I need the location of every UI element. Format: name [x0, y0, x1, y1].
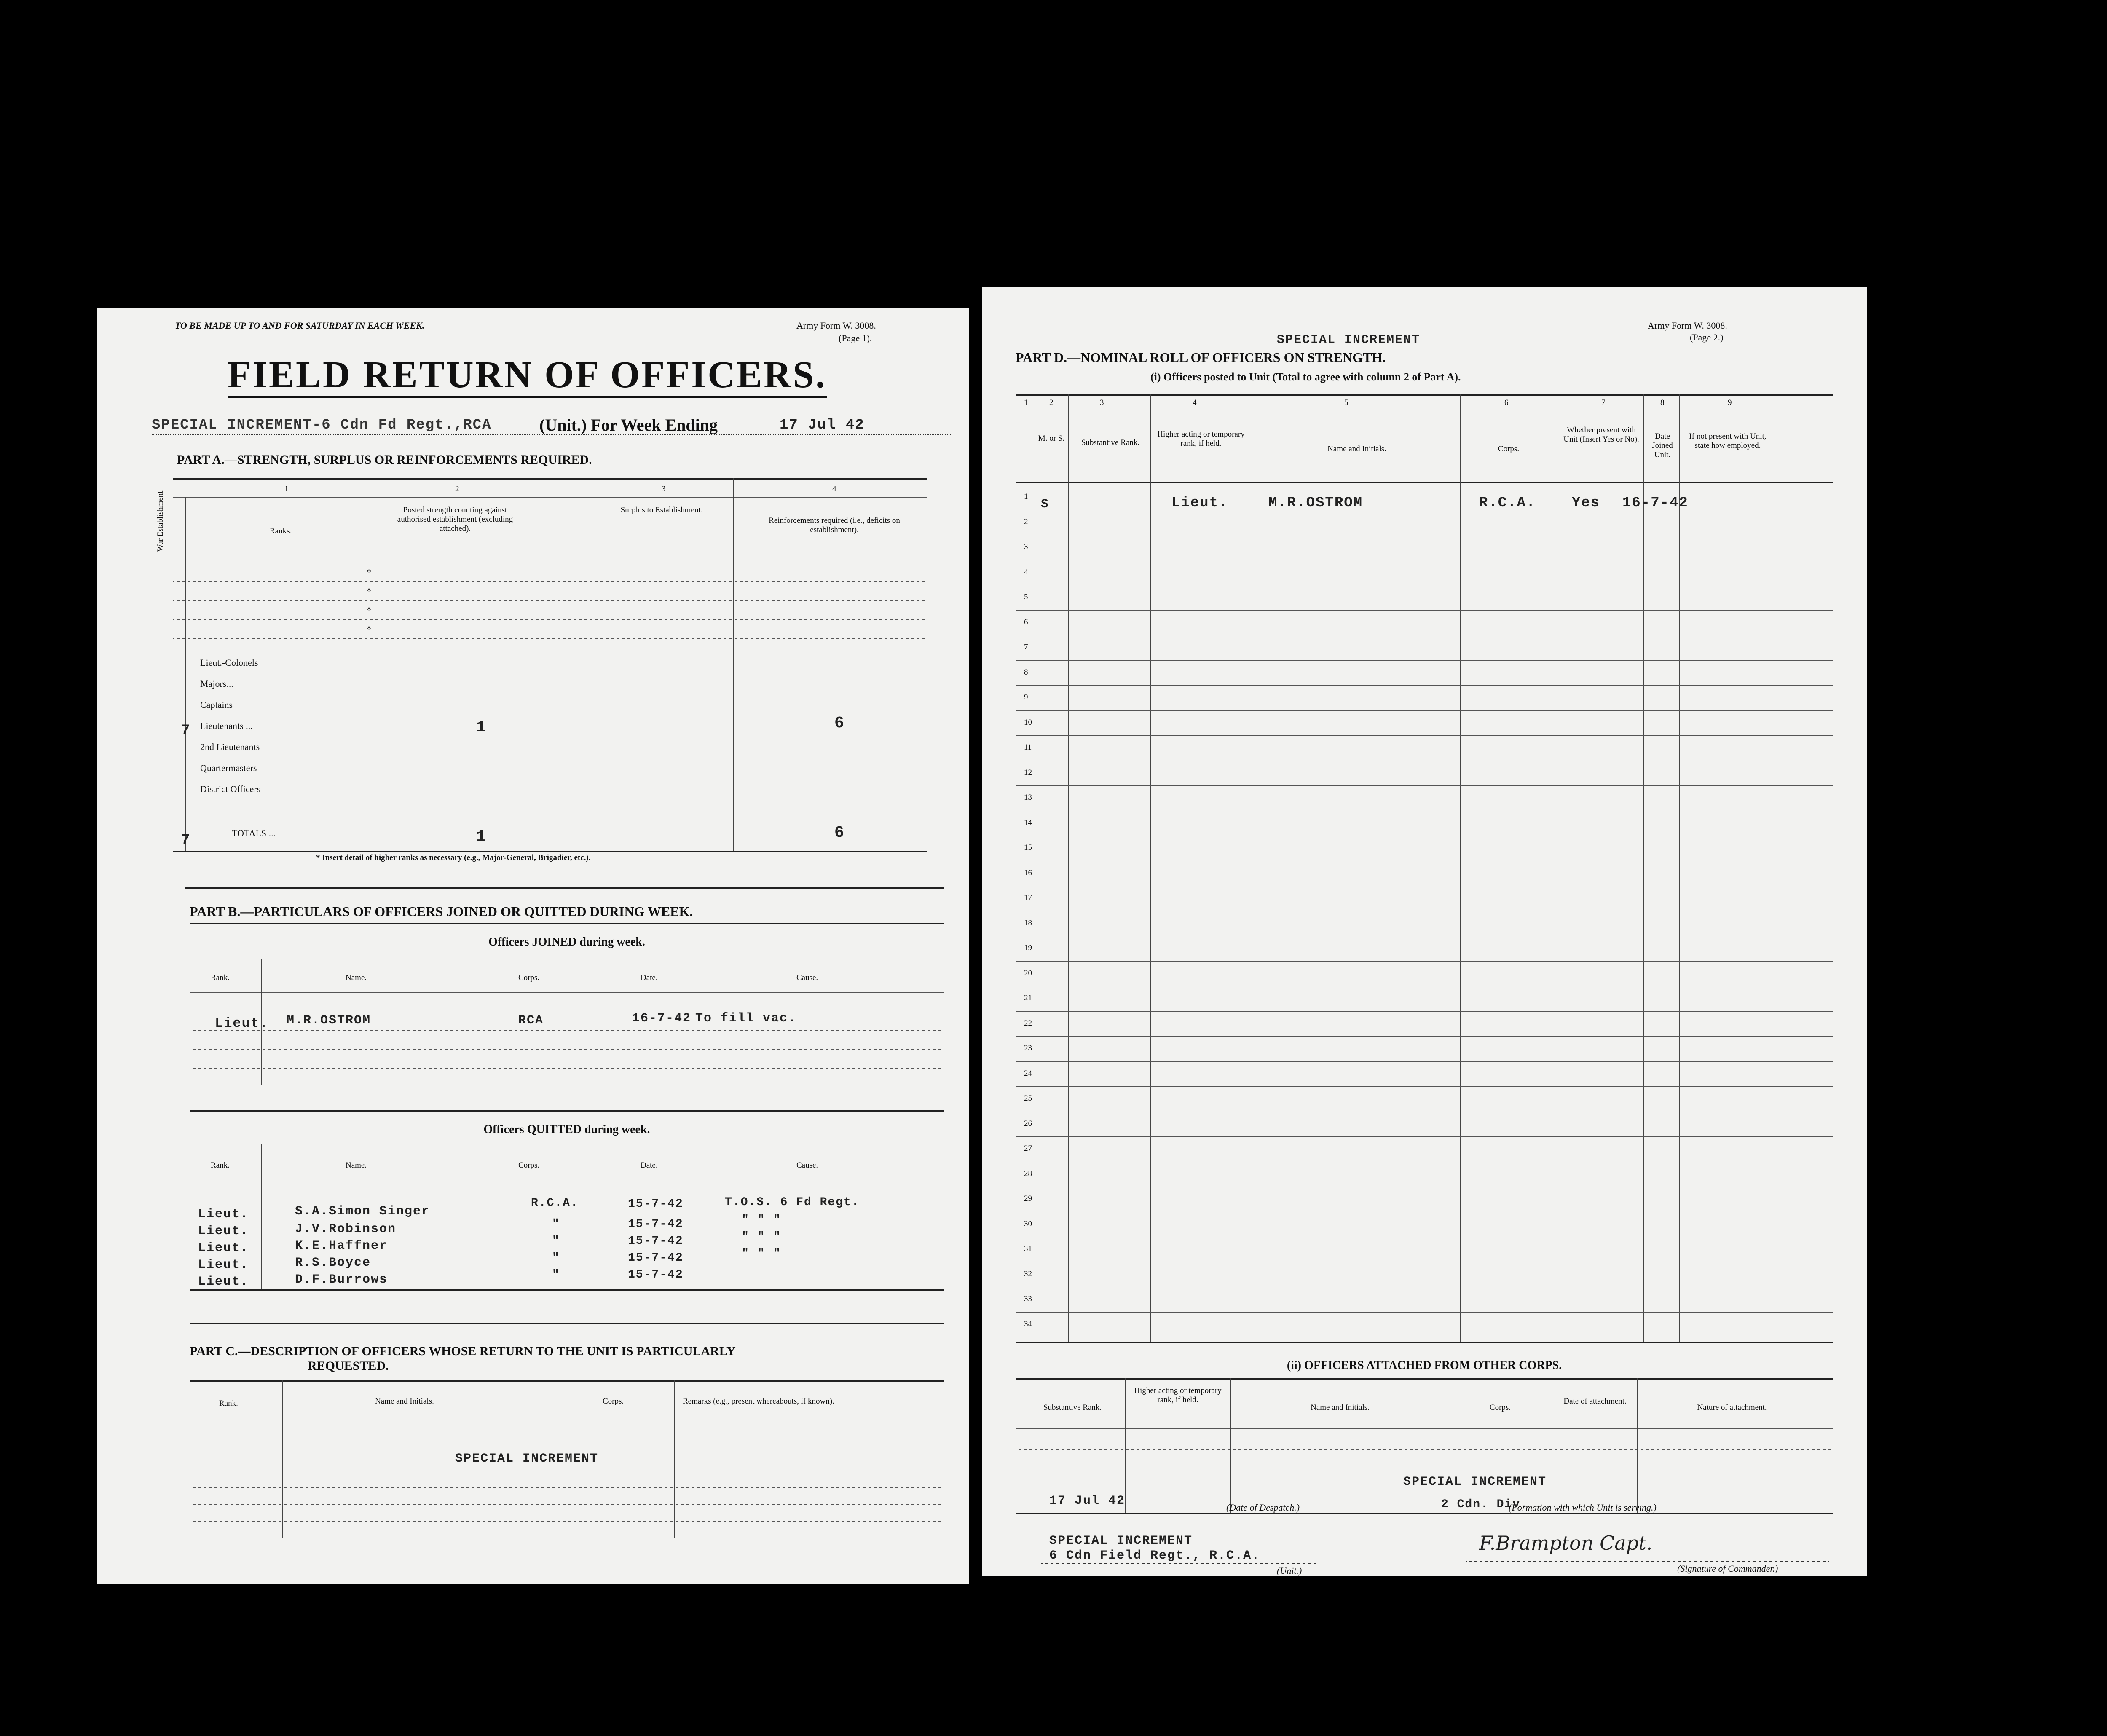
- week-ending-date: 17 Jul 42: [780, 417, 865, 433]
- roll-row-number: 19: [1024, 943, 1032, 952]
- roll-row-number: 6: [1024, 617, 1028, 627]
- col-number: 2: [1049, 398, 1054, 407]
- roll-row-number: 10: [1024, 718, 1032, 727]
- col-name-initials: Name and Initials.: [1327, 445, 1386, 453]
- unit-name: SPECIAL INCREMENT-6 Cdn Fd Regt.,RCA: [152, 417, 492, 433]
- attached-col-substantive: Substantive Rank.: [1043, 1403, 1102, 1412]
- roll-row1-corps: R.C.A.: [1479, 495, 1536, 511]
- part-d-subheading-i: (i) Officers posted to Unit (Total to agree with column 2 of Part A).: [1150, 371, 1461, 383]
- part-d-heading: PART D.—NOMINAL ROLL OF OFFICERS ON STRENGTH.: [1016, 350, 1386, 365]
- attached-col-higher: Higher acting or temporary rank, if held.: [1134, 1386, 1222, 1404]
- joined-col-name: Name.: [346, 973, 367, 982]
- part-c-stamp: SPECIAL INCREMENT: [455, 1452, 599, 1466]
- form-title: FIELD RETURN OF OFFICERS.: [228, 354, 827, 398]
- war-establishment-header: War Establishment.: [156, 489, 165, 552]
- part-c-heading: PART C.—DESCRIPTION OF OFFICERS WHOSE RETURN TO THE UNIT IS PARTICULARLY: [190, 1344, 736, 1358]
- col-number: 8: [1660, 398, 1665, 407]
- quitted-cause: " " ": [742, 1247, 782, 1260]
- roll-row-number: 28: [1024, 1169, 1032, 1178]
- rank-placeholder-marker: *: [367, 567, 371, 577]
- part-a-footnote: * Insert detail of higher ranks as necessary (e.g., Major-General, Brigadier, etc.).: [316, 853, 591, 862]
- quitted-rank: Lieut.: [198, 1224, 249, 1238]
- col-how-employed: If not present with Unit, state how employed.: [1689, 432, 1767, 450]
- quitted-corps: R.C.A.: [531, 1197, 579, 1210]
- roll-row-line: [1016, 735, 1833, 736]
- part-a-heading: PART A.—STRENGTH, SURPLUS OR REINFORCEMENTS REQUIRED.: [177, 453, 592, 467]
- unit-stamp-line2: 6 Cdn Field Regt., R.C.A.: [1049, 1548, 1260, 1563]
- rank-label: Lieutenants ...: [200, 721, 253, 731]
- roll-row-number: 33: [1024, 1294, 1032, 1303]
- army-form-number: Army Form W. 3008.: [1648, 320, 1727, 331]
- col-higher-rank: Higher acting or temporary rank, if held.: [1157, 430, 1245, 448]
- quitted-date: 15-7-42: [628, 1268, 684, 1281]
- roll-row-number: 12: [1024, 768, 1032, 777]
- quitted-cause: " " ": [742, 1230, 782, 1243]
- roll-row-line: [1016, 1086, 1833, 1087]
- quitted-date: 15-7-42: [628, 1218, 684, 1231]
- rank-placeholder-marker: *: [367, 586, 371, 596]
- col-substantive-rank: Substantive Rank.: [1081, 438, 1140, 447]
- roll-row1-ms: S: [1041, 497, 1050, 512]
- joined-corps: RCA: [518, 1013, 544, 1028]
- quitted-cause: T.O.S. 6 Fd Regt.: [725, 1196, 860, 1209]
- roll-row-line: [1016, 710, 1833, 711]
- totals-war-establishment: 7: [181, 832, 191, 848]
- form-page-1: [97, 308, 969, 1584]
- quitted-name: R.S.Boyce: [295, 1256, 371, 1270]
- roll-row-number: 2: [1024, 517, 1028, 526]
- roll-row-number: 21: [1024, 994, 1032, 1002]
- roll-row-number: 17: [1024, 893, 1032, 902]
- quitted-title: Officers QUITTED during week.: [483, 1123, 650, 1136]
- totals-label: TOTALS ...: [232, 828, 276, 839]
- roll-row-number: 14: [1024, 818, 1032, 827]
- quitted-name: S.A.Simon Singer: [295, 1204, 430, 1219]
- roll-row-number: 8: [1024, 667, 1028, 677]
- quitted-date: 15-7-42: [628, 1235, 684, 1248]
- despatch-date: 17 Jul 42: [1049, 1494, 1126, 1508]
- roll-row-line: [1016, 1011, 1833, 1012]
- rank-placeholder-marker: *: [367, 605, 371, 615]
- roll-row-number: 18: [1024, 918, 1032, 927]
- col-number: 9: [1728, 398, 1732, 407]
- rank-label: Majors...: [200, 678, 233, 689]
- quitted-corps: ": [552, 1218, 560, 1231]
- part-b-heading: PART B.—PARTICULARS OF OFFICERS JOINED OR QUITTED DURING WEEK.: [190, 904, 693, 919]
- roll-row-number: 31: [1024, 1244, 1032, 1253]
- part-c-col-rank: Rank.: [219, 1399, 238, 1408]
- roll-row-line: [1016, 685, 1833, 686]
- quitted-col-cause: Cause.: [796, 1161, 818, 1170]
- col-number: 4: [832, 485, 836, 493]
- attached-col-corps: Corps.: [1489, 1403, 1511, 1412]
- reinforcements-header: Reinforcements required (i.e., deficits on establishment).: [769, 516, 900, 534]
- form-page-2: [982, 287, 1867, 1576]
- quitted-col-corps: Corps.: [518, 1161, 540, 1170]
- attached-col-name: Name and Initials.: [1311, 1403, 1370, 1412]
- unit-label: (Unit.) For Week Ending: [539, 415, 718, 434]
- part-c-col-remarks: Remarks (e.g., present whereabouts, if known).: [683, 1397, 834, 1406]
- roll-row-number: 13: [1024, 793, 1032, 802]
- lieutenants-war-establishment: 7: [181, 723, 191, 739]
- unit-stamp-line1: SPECIAL INCREMENT: [1049, 1534, 1193, 1548]
- attached-col-nature: Nature of attachment.: [1697, 1403, 1767, 1412]
- joined-col-date: Date.: [641, 973, 658, 982]
- rank-placeholder-marker: *: [367, 624, 371, 634]
- quitted-col-name: Name.: [346, 1161, 367, 1170]
- quitted-date: 15-7-42: [628, 1251, 684, 1264]
- col-number: 1: [1024, 398, 1028, 407]
- roll-row-number: 1: [1024, 492, 1028, 501]
- attached-col-date: Date of attachment.: [1563, 1397, 1627, 1406]
- rank-label: Lieut.-Colonels: [200, 657, 258, 668]
- col-number: 2: [455, 485, 459, 493]
- quitted-name: D.F.Burrows: [295, 1273, 388, 1287]
- rank-label: Captains: [200, 699, 233, 710]
- col-number: 6: [1504, 398, 1509, 407]
- roll-row-number: 30: [1024, 1219, 1032, 1228]
- roll-row-line: [1016, 1061, 1833, 1062]
- roll-row-number: 23: [1024, 1044, 1032, 1053]
- joined-rank: Lieut.: [215, 1015, 269, 1031]
- roll-row-number: 26: [1024, 1119, 1032, 1128]
- formation-label: (Formation with which Unit is serving.): [1509, 1502, 1657, 1513]
- unit-label: (Unit.): [1277, 1565, 1302, 1576]
- quitted-rank: Lieut.: [198, 1275, 249, 1289]
- col-number: 3: [1100, 398, 1104, 407]
- rank-label: 2nd Lieutenants: [200, 742, 260, 752]
- roll-row-number: 16: [1024, 868, 1032, 877]
- roll-row-number: 4: [1024, 567, 1028, 576]
- roll-row-number: 25: [1024, 1094, 1032, 1103]
- roll-row-number: 34: [1024, 1319, 1032, 1329]
- ranks-header: Ranks.: [270, 527, 292, 536]
- signature-label: (Signature of Commander.): [1677, 1563, 1778, 1574]
- roll-row-number: 7: [1024, 643, 1028, 651]
- roll-row-number: 32: [1024, 1269, 1032, 1278]
- rank-label: District Officers: [200, 784, 261, 794]
- roll-row-line: [1016, 660, 1833, 661]
- roll-row-line: [1016, 1136, 1833, 1137]
- roll-row-line: [1016, 610, 1833, 611]
- part-d-subheading-ii: (ii) OFFICERS ATTACHED FROM OTHER CORPS.: [1287, 1359, 1562, 1372]
- joined-date: 16-7-42: [632, 1011, 692, 1026]
- special-increment-stamp: SPECIAL INCREMENT: [1277, 333, 1421, 347]
- joined-cause: To fill vac.: [695, 1011, 797, 1026]
- page-number: (Page 2.): [1690, 332, 1724, 343]
- roll-row-number: 5: [1024, 592, 1028, 601]
- joined-col-rank: Rank.: [211, 973, 230, 982]
- quitted-rank: Lieut.: [198, 1258, 249, 1272]
- commander-signature: F.Brampton Capt.: [1479, 1532, 1653, 1554]
- quitted-name: K.E.Haffner: [295, 1239, 388, 1253]
- roll-row-line: [1016, 1036, 1833, 1037]
- roll-row-number: 22: [1024, 1018, 1032, 1028]
- part-c-heading-cont: REQUESTED.: [308, 1359, 389, 1373]
- roll-row-line: [1016, 785, 1833, 786]
- roll-row-number: 27: [1024, 1144, 1032, 1153]
- posted-strength-header: Posted strength counting against authorised establishment (excluding attached).: [397, 506, 513, 533]
- quitted-cause: " " ": [742, 1214, 782, 1227]
- despatch-label: (Date of Despatch.): [1226, 1502, 1300, 1513]
- roll-row-number: 15: [1024, 843, 1032, 852]
- col-corps: Corps.: [1498, 445, 1520, 453]
- lieutenants-reinforcements: 6: [834, 714, 845, 732]
- col-ms: M. or S.: [1038, 434, 1065, 443]
- quitted-corps: ": [552, 1235, 560, 1248]
- roll-row-number: 9: [1024, 693, 1028, 702]
- part-c-col-corps: Corps.: [603, 1397, 624, 1406]
- joined-title: Officers JOINED during week.: [488, 935, 645, 948]
- col-number: 5: [1344, 398, 1348, 407]
- joined-col-corps: Corps.: [518, 973, 540, 982]
- roll-row1-name: M.R.OSTROM: [1268, 495, 1363, 511]
- col-number: 4: [1193, 398, 1197, 407]
- roll-row-line: [1016, 1312, 1833, 1313]
- roll-row-line: [1016, 961, 1833, 962]
- quitted-col-date: Date.: [641, 1161, 658, 1170]
- formation-name: 2 Cdn. Div.: [1441, 1498, 1528, 1511]
- instruction-text: TO BE MADE UP TO AND FOR SATURDAY IN EACH WEEK.: [175, 320, 425, 331]
- totals-posted: 1: [476, 828, 487, 846]
- roll-row-number: 24: [1024, 1069, 1032, 1078]
- col-present-with-unit: Whether present with Unit (Insert Yes or No).: [1563, 426, 1639, 444]
- lieutenants-posted: 1: [476, 718, 487, 737]
- roll-row1-date-joined: 16-7-42: [1622, 495, 1689, 511]
- roll-row1-higher-rank: Lieut.: [1171, 495, 1228, 511]
- quitted-date: 15-7-42: [628, 1198, 684, 1211]
- army-form-number: Army Form W. 3008.: [796, 320, 876, 331]
- quitted-name: J.V.Robinson: [295, 1222, 397, 1236]
- roll-row1-present: Yes: [1572, 495, 1600, 511]
- attached-stamp: SPECIAL INCREMENT: [1403, 1475, 1547, 1489]
- roll-row-number: 20: [1024, 968, 1032, 978]
- col-number: 1: [284, 485, 289, 493]
- page-number: (Page 1).: [839, 333, 872, 343]
- joined-name: M.R.OSTROM: [287, 1013, 371, 1028]
- roll-row-number: 3: [1024, 542, 1028, 551]
- quitted-rank: Lieut.: [198, 1241, 249, 1255]
- col-number: 7: [1601, 398, 1606, 407]
- quitted-rank: Lieut.: [198, 1207, 249, 1222]
- totals-reinforcements: 6: [834, 824, 845, 842]
- quitted-corps: ": [552, 1251, 560, 1264]
- quitted-col-rank: Rank.: [211, 1161, 230, 1170]
- col-number: 3: [662, 485, 666, 493]
- rank-label: Quartermasters: [200, 763, 257, 773]
- col-date-joined: Date Joined Unit.: [1652, 432, 1673, 459]
- joined-col-cause: Cause.: [796, 973, 818, 982]
- surplus-header: Surplus to Establishment.: [620, 506, 703, 514]
- roll-row-number: 11: [1024, 743, 1032, 752]
- roll-row-number: 29: [1024, 1194, 1032, 1203]
- quitted-corps: ": [552, 1268, 560, 1281]
- part-c-col-name: Name and Initials.: [375, 1397, 434, 1406]
